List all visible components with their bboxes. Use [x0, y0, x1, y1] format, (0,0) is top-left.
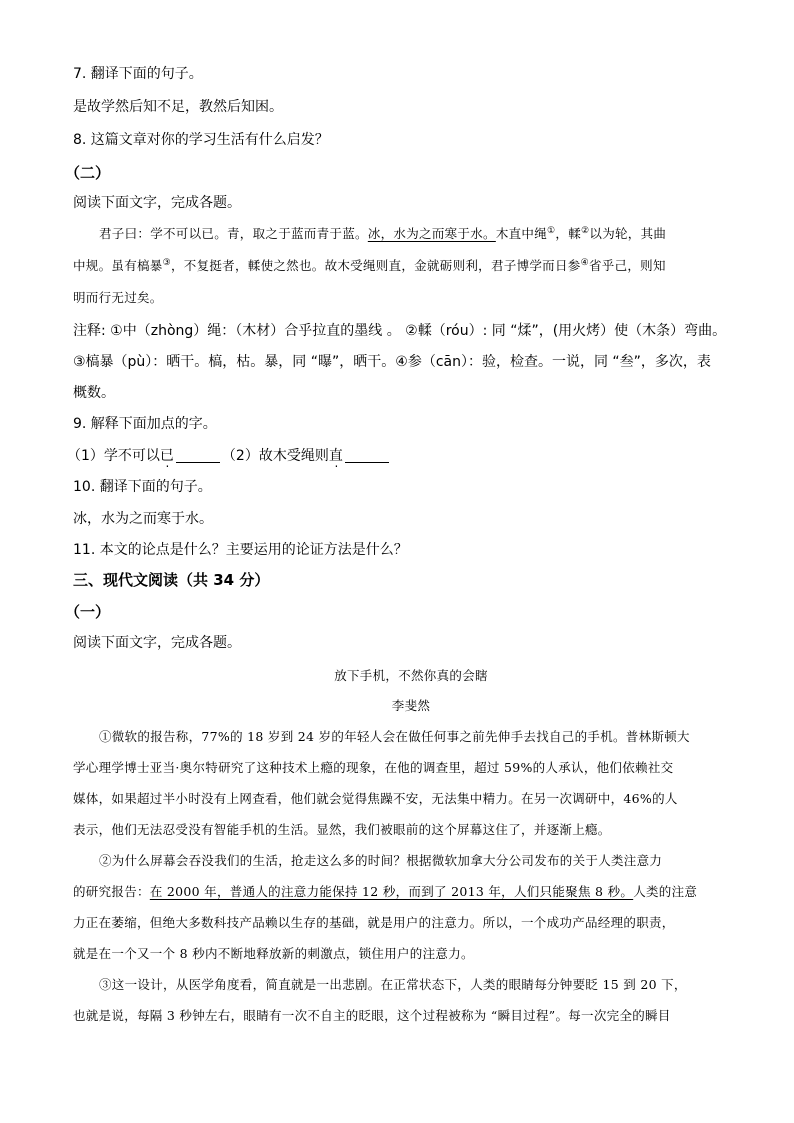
footnote-mark-3: ③	[162, 257, 171, 268]
classical-text-line-3: 明而行无过矣。	[73, 290, 163, 305]
para3-line-2: 也就是说，每隔 3 秒钟左右，眼睛有一次不自主的眨眼，这个过程被称为 “瞬目过程”。每一次完全的瞬目	[73, 1008, 671, 1023]
q7-title: 7. 翻译下面的句子。	[73, 66, 203, 82]
classical-text-f: ，不复挺者，輮使之然也。故木受绳则直，金就砺则利，君子博学而日参	[170, 258, 581, 273]
classical-text-b: 木直中绳	[495, 226, 548, 241]
q9-items	[67, 446, 391, 466]
classical-text-line-2	[73, 256, 666, 276]
footnote-mark-2: ②	[581, 225, 590, 236]
q9-item2-answer-blank[interactable]	[345, 448, 389, 463]
section3-heading: 三、现代文阅读（共 34 分）	[73, 571, 270, 589]
para2-underlined-sentence: 在 2000 年，普通人的注意力能保持 12 秒，而到了 2013 年，人们只能聚焦 8 秒。	[149, 884, 634, 899]
q10-title: 10. 翻译下面的句子。	[73, 479, 212, 495]
part2-instruction: 阅读下面文字，完成各题。	[73, 195, 241, 211]
para2-line-2-post: 人类的注意	[633, 884, 698, 899]
para1-line-2: 学心理学博士亚当·奥尔特研究了这种技术上瘾的现象，在他的调查里，超过 59%的人承认，他们依赖社交	[73, 760, 674, 775]
classical-text-c: ，輮	[555, 226, 582, 241]
q9-item1-answer-blank[interactable]	[176, 448, 220, 463]
classical-text-a: 君子曰：学不可以已。青，取之于蓝而青于蓝。	[99, 226, 368, 241]
q9-item1-dotted-char: 已	[159, 448, 174, 464]
classical-text-g: 省乎己，则知	[588, 258, 666, 273]
classical-text-d: 以为轮，其曲	[589, 226, 667, 241]
para1-line-3: 媒体，如果超过半小时没有上网查看，他们就会觉得焦躁不安，无法集中精力。在另一次调研中，46%的人	[73, 791, 678, 806]
notes-line-3: 概数。	[73, 385, 115, 401]
article-title: 放下手机，不然你真的会瞎	[334, 668, 488, 683]
para1-line-4: 表示，他们无法忍受没有智能手机的生活。显然，我们被眼前的这个屏幕这住了，并逐渐上瘾。	[73, 822, 611, 837]
para3-line-1: ③这一设计，从医学角度看，简直就是一出悲剧。在正常状态下，人类的眼睛每分钟要眨 15 到 20 下，	[99, 977, 687, 992]
classical-text-line-1	[73, 224, 666, 244]
q11-title: 11. 本文的论点是什么？主要运用的论证方法是什么？	[73, 542, 408, 558]
notes-line-2: ③槁暴（pù）：晒干。槁，枯。暴，同 “曝”，晒干。④参（cān）：验，检查。一说，同 “叁”，多次，表	[73, 354, 711, 370]
para2-line-4: 就是在一个又一个 8 秒内不断地释放新的刺激点，锁住用户的注意力。	[73, 946, 474, 961]
footnote-mark-4: ④	[580, 257, 589, 268]
q9-title: 9. 解释下面加点的字。	[73, 416, 217, 432]
para2-line-2	[73, 882, 697, 902]
part2-heading: （二）	[65, 164, 111, 182]
para2-line-3: 力正在萎缩，但绝大多数科技产品赖以生存的基础，就是用户的注意力。所以，一个成功产品经理的职责，	[73, 915, 675, 930]
para2-line-1: ②为什么屏幕会吞没我们的生活，抢走这么多的时间？根据微软加拿大分公司发布的关于人类注意力	[99, 853, 663, 868]
para1-line-1: ①微软的报告称，77%的 18 岁到 24 岁的年轻人会在做任何事之前先伸手去找自己的手机。普林斯顿大	[99, 729, 690, 744]
q9-item2-dotted-char: 直	[328, 448, 343, 464]
para2-line-2-pre: 的研究报告：	[73, 884, 150, 899]
section3-instruction: 阅读下面文字，完成各题。	[73, 635, 241, 651]
classical-text-e: 中规。虽有槁暴	[73, 258, 163, 273]
section3-sub-heading: （一）	[65, 603, 111, 621]
q10-sentence: 冰，水为之而寒于水。	[73, 511, 213, 527]
q9-item2-text: （2）故木受绳则	[221, 448, 329, 464]
underlined-sentence: 冰，水为之而寒于水。	[367, 226, 496, 241]
q9-item1-text: （1）学不可以	[67, 448, 160, 464]
footnote-mark-1: ①	[547, 225, 556, 236]
q8-title: 8. 这篇文章对你的学习生活有什么启发？	[73, 132, 329, 148]
q7-sentence: 是故学然后知不足，教然后知困。	[73, 99, 283, 115]
notes-line-1: 注释: ①中（zhòng）绳：（木材）合乎拉直的墨线 。 ②輮（róu）: 同 “煣”，(用火烤）使（木条）弯曲。	[73, 323, 727, 339]
article-author: 李斐然	[391, 698, 431, 713]
